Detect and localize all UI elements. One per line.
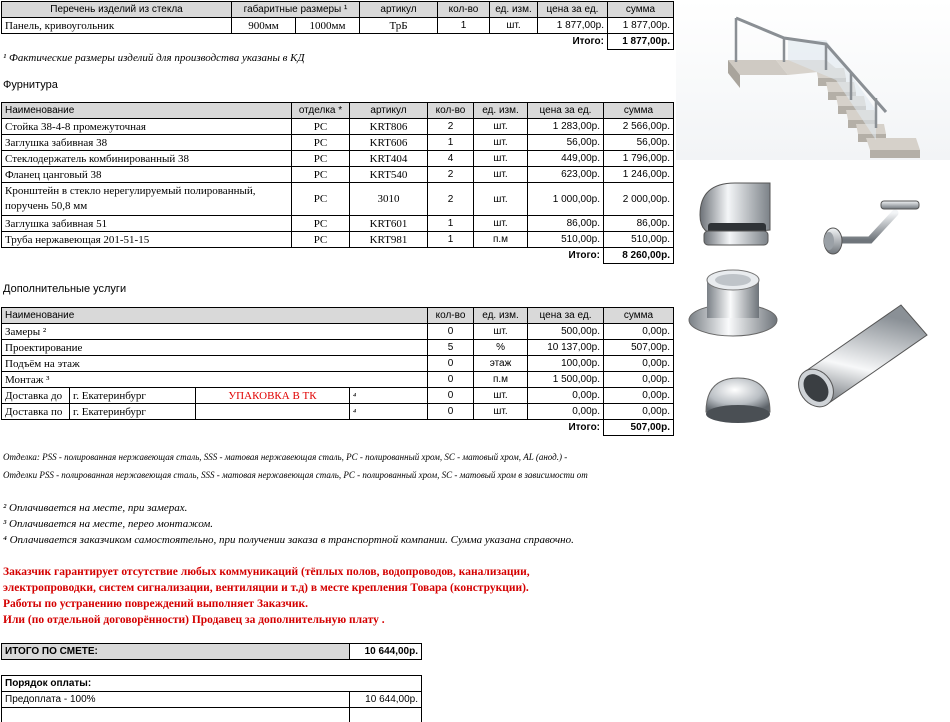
payment-title: Порядок оплаты: bbox=[2, 676, 422, 692]
cell-article: KRT540 bbox=[350, 167, 428, 183]
cell-sum: 56,00р. bbox=[604, 135, 674, 151]
cell-name: Труба нержавеющая 201-51-15 bbox=[2, 232, 292, 248]
grand-total-label: ИТОГО ПО СМЕТЕ: bbox=[2, 644, 350, 660]
cell-finish: PC bbox=[292, 135, 350, 151]
cell-qty: 0 bbox=[428, 404, 474, 420]
table-row bbox=[2, 183, 674, 216]
col-header: отделка * bbox=[292, 103, 350, 119]
cell-empty bbox=[2, 708, 350, 722]
cell-article: KRT601 bbox=[350, 216, 428, 232]
cell-unit: п.м bbox=[474, 232, 528, 248]
end-cap-image bbox=[700, 372, 775, 435]
warning-line: Или (по отдельной договорённости) Продавец за дополнительную плату . bbox=[3, 614, 385, 626]
col-header: кол-во bbox=[428, 103, 474, 119]
col-header: Перечень изделий из стекла bbox=[2, 2, 232, 18]
cell-sum: 1 877,00р. bbox=[608, 18, 674, 34]
col-header: цена за ед. bbox=[538, 2, 608, 18]
cell-unit: п.м bbox=[474, 372, 528, 388]
total-value: 507,00р. bbox=[604, 420, 674, 436]
col-header: ед. изм. bbox=[474, 103, 528, 119]
cell-sum: 2 000,00р. bbox=[604, 183, 674, 216]
cell-unit: шт. bbox=[474, 388, 528, 404]
cell-article: 3010 bbox=[350, 183, 428, 216]
table-row bbox=[2, 388, 674, 404]
col-header: кол-во bbox=[438, 2, 490, 18]
col-header: цена за ед. bbox=[528, 308, 604, 324]
cell-name: Заглушка забивная 38 bbox=[2, 135, 292, 151]
cell-price: 449,00р. bbox=[528, 151, 604, 167]
hardware-table bbox=[1, 102, 674, 264]
cell-finish: PC bbox=[292, 232, 350, 248]
cell-name: Монтаж ³ bbox=[2, 372, 428, 388]
grand-total bbox=[1, 643, 422, 660]
footnote-mark: ⁴ bbox=[350, 404, 428, 420]
cell-empty bbox=[196, 404, 350, 420]
total-label: Итого: bbox=[572, 36, 604, 48]
table-row bbox=[2, 151, 674, 167]
cell-unit: шт. bbox=[474, 135, 528, 151]
warning-line: электропроводки, систем сигнализации, вентиляции и т.д) в месте крепления Товара (конструкции). bbox=[3, 582, 529, 594]
table-row bbox=[2, 324, 674, 340]
footnote: ⁴ Оплачивается заказчиком самостоятельно, при получении заказа в транспортной компании. Сумма указана справочно. bbox=[3, 534, 574, 546]
table-row bbox=[2, 18, 674, 34]
cell-name: Доставка до bbox=[2, 388, 70, 404]
cell-qty: 1 bbox=[438, 18, 490, 34]
warning-line: Работы по устранению повреждений выполняет Заказчик. bbox=[3, 598, 308, 610]
cell-price: 100,00р. bbox=[528, 356, 604, 372]
footnote: ³ Оплачивается на месте, перео монтажом. bbox=[3, 518, 214, 530]
cell-name: Замеры ² bbox=[2, 324, 428, 340]
cell-qty: 2 bbox=[428, 183, 474, 216]
cell-article: KRT606 bbox=[350, 135, 428, 151]
total-value: 8 260,00р. bbox=[604, 248, 674, 264]
cell-price: 0,00р. bbox=[528, 404, 604, 420]
cell-name: Стеклодержатель комбинированный 38 bbox=[2, 151, 292, 167]
cell-price: 1 500,00р. bbox=[528, 372, 604, 388]
cell-unit: шт. bbox=[474, 151, 528, 167]
cell-qty: 5 bbox=[428, 340, 474, 356]
cell-unit: шт. bbox=[474, 119, 528, 135]
cell-qty: 1 bbox=[428, 232, 474, 248]
warning-line: Заказчик гарантирует отсутствие любых коммуникаций (тёплых полов, водопроводов, канализации, bbox=[3, 566, 530, 578]
cell-price: 623,00р. bbox=[528, 167, 604, 183]
cell-price: 10 137,00р. bbox=[528, 340, 604, 356]
cell-price: 1 000,00р. bbox=[528, 183, 604, 216]
cell-unit: % bbox=[474, 340, 528, 356]
cell-price: 0,00р. bbox=[528, 388, 604, 404]
cell-name: Доставка по bbox=[2, 404, 70, 420]
cell-qty: 0 bbox=[428, 388, 474, 404]
staircase-image bbox=[676, 0, 950, 160]
hardware-title: Фурнитура bbox=[3, 79, 58, 91]
cell-name: Заглушка забивная 51 bbox=[2, 216, 292, 232]
col-header: ед. изм. bbox=[490, 2, 538, 18]
cell-unit: шт. bbox=[490, 18, 538, 34]
payment-row-value: 10 644,00р. bbox=[350, 692, 422, 708]
col-header: цена за ед. bbox=[528, 103, 604, 119]
cell-qty: 0 bbox=[428, 324, 474, 340]
cell-unit: шт. bbox=[474, 404, 528, 420]
cell-empty bbox=[350, 708, 422, 722]
footnote-mark: ⁴ bbox=[350, 388, 428, 404]
cell-height: 1000мм bbox=[296, 18, 360, 34]
cell-city: г. Екатеринбург bbox=[70, 404, 196, 420]
cell-width: 900мм bbox=[232, 18, 296, 34]
total-label: Итого: bbox=[568, 422, 601, 434]
table-row bbox=[2, 135, 674, 151]
cell-qty: 0 bbox=[428, 372, 474, 388]
cell-article: KRT981 bbox=[350, 232, 428, 248]
grand-total-value: 10 644,00р. bbox=[350, 644, 422, 660]
cell-sum: 0,00р. bbox=[604, 324, 674, 340]
cell-city: г. Екатеринбург bbox=[70, 388, 196, 404]
services-title: Дополнительные услуги bbox=[3, 283, 127, 295]
cell-article: KRT806 bbox=[350, 119, 428, 135]
footnote: ² Оплачивается на месте, при замерах. bbox=[3, 502, 188, 514]
total-label: Итого: bbox=[568, 250, 600, 262]
col-header: ед. изм. bbox=[474, 308, 528, 324]
cell-sum: 86,00р. bbox=[604, 216, 674, 232]
total-value: 1 877,00р. bbox=[608, 34, 674, 50]
cell-sum: 0,00р. bbox=[604, 356, 674, 372]
cell-article: KRT404 bbox=[350, 151, 428, 167]
cell-unit: шт. bbox=[474, 216, 528, 232]
col-header: сумма bbox=[608, 2, 674, 18]
packing-note: УПАКОВКА В ТК bbox=[196, 388, 350, 404]
cell-price: 500,00р. bbox=[528, 324, 604, 340]
table-row bbox=[2, 167, 674, 183]
cell-sum: 0,00р. bbox=[604, 404, 674, 420]
cell-unit: шт. bbox=[474, 183, 528, 216]
cell-price: 1 877,00р. bbox=[538, 18, 608, 34]
cell-qty: 2 bbox=[428, 119, 474, 135]
cell-unit: шт. bbox=[474, 167, 528, 183]
table-row bbox=[2, 216, 674, 232]
cell-price: 510,00р. bbox=[528, 232, 604, 248]
table-row bbox=[2, 340, 674, 356]
finish-note: Отделки PSS - полированная нержавеющая сталь, SSS - матовая нержавеющая сталь, PC - полированный хром, SC - матовый хром в зависимости от bbox=[3, 470, 588, 480]
col-header: кол-во bbox=[428, 308, 474, 324]
table-row bbox=[2, 356, 674, 372]
cell-sum: 1 796,00р. bbox=[604, 151, 674, 167]
finish-note: Отделка: PSS - полированная нержавеющая сталь, SSS - матовая нержавеющая сталь, PC - полированный хром, SC - матовый хром, AL (анод.) - bbox=[3, 452, 568, 462]
col-header: сумма bbox=[604, 103, 674, 119]
services-table bbox=[1, 307, 674, 436]
cell-unit: шт. bbox=[474, 324, 528, 340]
cell-price: 1 283,00р. bbox=[528, 119, 604, 135]
col-header: Наименование bbox=[2, 103, 292, 119]
payment-table bbox=[1, 675, 422, 722]
cell-price: 86,00р. bbox=[528, 216, 604, 232]
cell-name: Панель, кривоугольник bbox=[2, 18, 232, 34]
cell-qty: 1 bbox=[428, 216, 474, 232]
cell-qty: 0 bbox=[428, 356, 474, 372]
cell-sum: 1 246,00р. bbox=[604, 167, 674, 183]
cell-finish: PC bbox=[292, 216, 350, 232]
cell-sum: 2 566,00р. bbox=[604, 119, 674, 135]
dimensions-note: ¹ Фактические размеры изделий для производства указаны в КД bbox=[3, 52, 305, 64]
tube-image bbox=[795, 295, 935, 418]
cell-sum: 507,00р. bbox=[604, 340, 674, 356]
handrail-bracket-image bbox=[815, 195, 925, 273]
cell-name: Проектирование bbox=[2, 340, 428, 356]
cell-name: Фланец цанговый 38 bbox=[2, 167, 292, 183]
cell-qty: 1 bbox=[428, 135, 474, 151]
col-header: артикул bbox=[350, 103, 428, 119]
cell-sum: 510,00р. bbox=[604, 232, 674, 248]
cell-finish: PC bbox=[292, 167, 350, 183]
cell-sum: 0,00р. bbox=[604, 372, 674, 388]
col-header: артикул bbox=[360, 2, 438, 18]
glass-table bbox=[1, 1, 674, 50]
cell-qty: 4 bbox=[428, 151, 474, 167]
col-header: сумма bbox=[604, 308, 674, 324]
table-row bbox=[2, 372, 674, 388]
col-header: Наименование bbox=[2, 308, 428, 324]
cell-name: Подъём на этаж bbox=[2, 356, 428, 372]
cell-sum: 0,00р. bbox=[604, 388, 674, 404]
cell-finish: PC bbox=[292, 151, 350, 167]
cell-name: Кронштейн в стекло нерегулируемый полированный, поручень 50,8 мм bbox=[2, 183, 292, 216]
cell-unit: этаж bbox=[474, 356, 528, 372]
cell-price: 56,00р. bbox=[528, 135, 604, 151]
flange-image bbox=[683, 262, 783, 345]
cell-finish: PC bbox=[292, 183, 350, 216]
cell-finish: PC bbox=[292, 119, 350, 135]
glass-clamp-image bbox=[690, 175, 780, 253]
payment-row-label: Предоплата - 100% bbox=[2, 692, 350, 708]
cell-article: ТрБ bbox=[360, 18, 438, 34]
cell-qty: 2 bbox=[428, 167, 474, 183]
table-row bbox=[2, 232, 674, 248]
cell-name: Стойка 38-4-8 промежуточная bbox=[2, 119, 292, 135]
table-row bbox=[2, 119, 674, 135]
table-row bbox=[2, 404, 674, 420]
col-header: габаритные размеры ¹ bbox=[232, 2, 360, 18]
